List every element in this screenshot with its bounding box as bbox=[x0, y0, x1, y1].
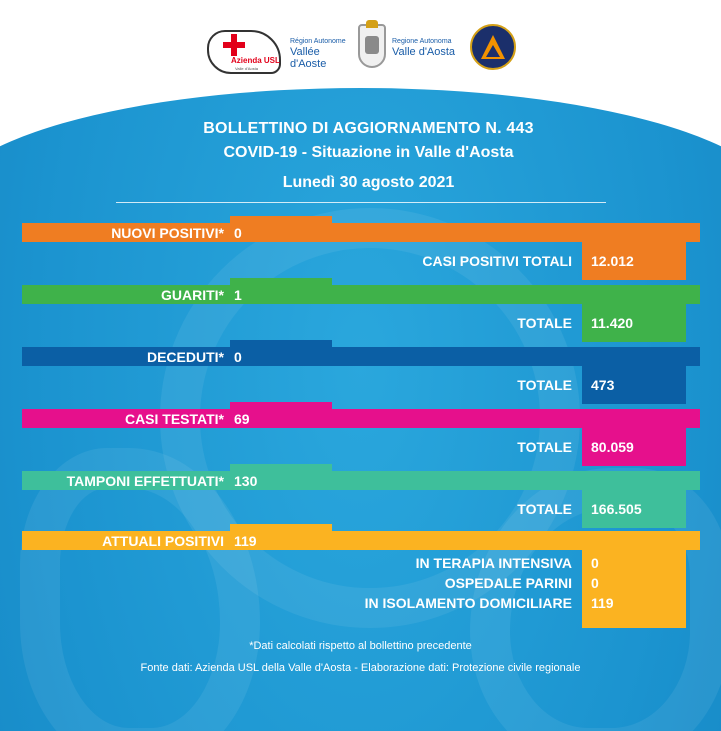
total-label: TOTALE bbox=[517, 377, 572, 393]
actual-detail-values bbox=[591, 553, 614, 613]
stat-value-tab bbox=[230, 216, 332, 242]
region-logo-italian bbox=[392, 38, 458, 58]
logo-strip bbox=[0, 20, 721, 80]
stat-value-tab bbox=[230, 340, 332, 366]
total-value: 80.059 bbox=[591, 439, 634, 455]
actual-detail-labels bbox=[365, 553, 572, 613]
total-value: 12.012 bbox=[591, 253, 634, 269]
region-logo-french-line2: Vallée d'Aoste bbox=[290, 46, 327, 70]
stat-label: DECEDUTI* bbox=[146, 349, 224, 365]
stat-value: 0 bbox=[234, 349, 242, 365]
stat-value: 0 bbox=[234, 225, 242, 241]
stat-label: CASI TESTATI* bbox=[124, 411, 224, 427]
red-cross-icon bbox=[223, 34, 245, 56]
bulletin-title: BOLLETTINO DI AGGIORNAMENTO N. 443 bbox=[203, 120, 534, 137]
detail-value-ospedale: 0 bbox=[591, 575, 599, 591]
stat-label: GUARITI* bbox=[161, 287, 224, 303]
region-logo-italian-line2: Valle d'Aosta bbox=[392, 46, 456, 58]
footnote: *Dati calcolati rispetto al bollettino precedente bbox=[249, 640, 472, 652]
region-logo-italian-line1: Regione Autonoma bbox=[392, 38, 452, 45]
detail-value-isolamento: 119 bbox=[591, 595, 614, 611]
stat-value: 119 bbox=[234, 533, 257, 549]
bulletin-date: Lunedì 30 agosto 2021 bbox=[282, 174, 455, 191]
total-label: TOTALE bbox=[517, 315, 572, 331]
total-value: 473 bbox=[591, 377, 615, 393]
header-divider bbox=[116, 202, 606, 203]
stat-value: 130 bbox=[234, 473, 258, 489]
total-value: 166.505 bbox=[591, 501, 642, 517]
detail-label-terapia-intensiva: IN TERAPIA INTENSIVA bbox=[415, 555, 572, 571]
stat-value: 69 bbox=[234, 411, 250, 427]
data-source: Fonte dati: Azienda USL della Valle d'Aosta - Elaborazione dati: Protezione civile regionale bbox=[140, 662, 581, 674]
civil-protection-logo bbox=[470, 24, 516, 70]
region-logo-french-line1: Région Autonome bbox=[290, 38, 346, 45]
stat-value-tab bbox=[230, 278, 332, 304]
azienda-usl-logo bbox=[205, 28, 285, 78]
total-label: CASI POSITIVI TOTALI bbox=[422, 253, 572, 269]
usl-logo-sub: Valle d'Aosta bbox=[235, 66, 258, 71]
total-label: TOTALE bbox=[517, 501, 572, 517]
stat-label: NUOVI POSITIVI* bbox=[111, 225, 224, 241]
total-value: 11.420 bbox=[591, 315, 634, 331]
detail-label-isolamento: IN ISOLAMENTO DOMICILIARE bbox=[364, 595, 572, 611]
regional-crest-icon bbox=[358, 24, 386, 68]
stat-value: 1 bbox=[234, 287, 242, 303]
stat-label: TAMPONI EFFETTUATI* bbox=[66, 473, 224, 489]
bulletin-subtitle: COVID-19 - Situazione in Valle d'Aosta bbox=[223, 144, 514, 161]
detail-label-ospedale: OSPEDALE PARINI bbox=[444, 575, 572, 591]
stat-label: ATTUALI POSITIVI bbox=[102, 533, 224, 549]
detail-value-terapia-intensiva: 0 bbox=[591, 555, 599, 571]
region-logo-french bbox=[290, 38, 356, 70]
usl-logo-name: Azienda USL bbox=[231, 56, 280, 65]
total-label: TOTALE bbox=[517, 439, 572, 455]
